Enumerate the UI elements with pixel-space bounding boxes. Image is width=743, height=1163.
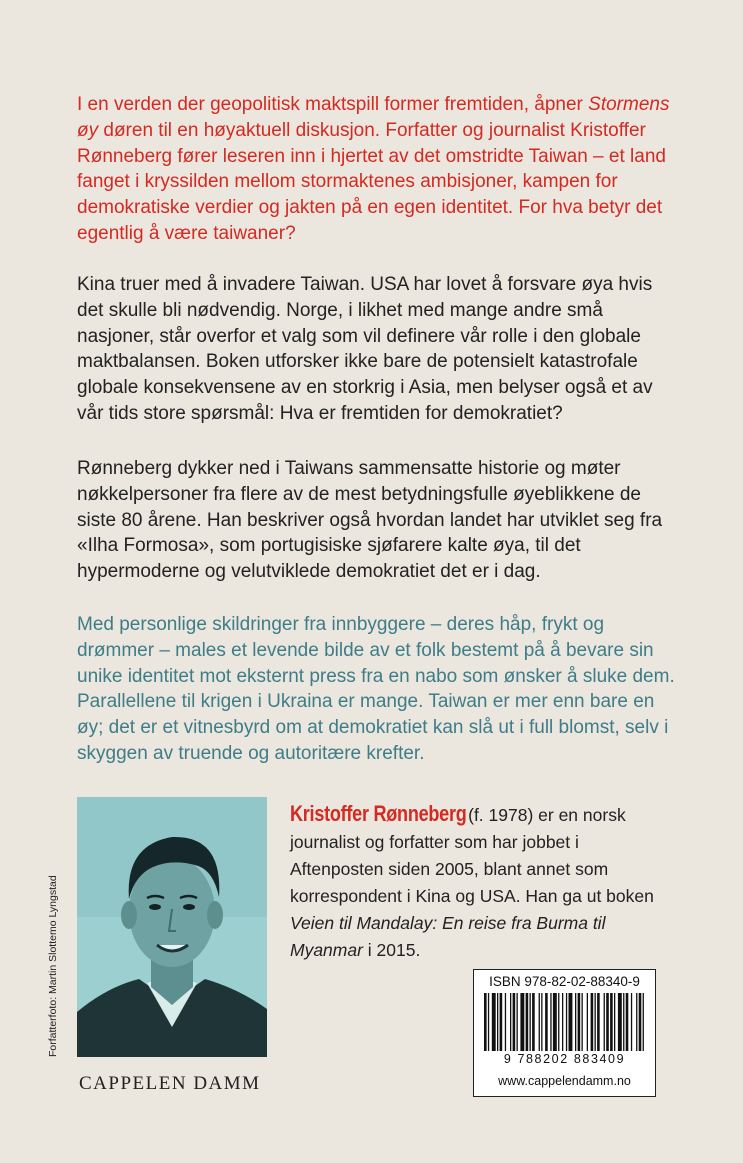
blurb-paragraph-4: Med personlige skildringer fra innbyggere – deres håp, frykt og drømmer – males et levende bilde av et folk bestemt på å bevare sin unike identitet mot eksternt press fra en nabo som ønsker å sluke dem. Parallellene til krigen i Ukraina er mange. Taiwan er mer enn bare en øy; det er et vitnesbyrd om at demokratiet kan slå ut i full blomst, selv i skyggen av truende og autoritære krefter. (77, 614, 675, 764)
author-photo (77, 797, 267, 1057)
publisher-url: www.cappelendamm.no (498, 1074, 631, 1088)
isbn-barcode-box (473, 969, 656, 1097)
author-bio-text-b: i 2015. (362, 940, 421, 960)
author-name: Kristoffer Rønneberg (290, 801, 467, 826)
barcode-icon (480, 993, 649, 1055)
author-bio-text-a: (f. 1978) er en norsk journalist og forfatter som har jobbet i Aftenposten siden 2005, blant annet som korrespondent i Kina og USA. Han ga ut boken (290, 805, 654, 906)
publisher-logo: CAPPELEN DAMM (79, 1073, 261, 1094)
blurb-paragraph-1 (77, 92, 677, 247)
author-portrait-image (77, 797, 267, 1057)
blurb-p1-text-a: I en verden der geopolitisk maktspill former fremtiden, åpner (77, 94, 589, 115)
isbn-number: ISBN 978-82-02-88340-9 (489, 974, 640, 989)
blurb-p1-text-b: døren til en høyaktuell diskusjon. Forfatter og journalist Kristoffer Rønneberg fører leseren inn i hjertet av det omstridte Taiwan – et land fanget i kryssilden mellom stormaktenes ambisjoner, kampen for demokratiske verdier og jakten på en egen identitet. For hva betyr det egentlig å være taiwaner? (77, 119, 666, 244)
book-title: Stormens øy (77, 94, 670, 141)
author-previous-book: Veien til Mandalay: En reise fra Burma til Myanmar (290, 913, 606, 960)
barcode-digits: 9 788202 883409 (503, 1052, 626, 1066)
author-bio (290, 800, 670, 964)
blurb-paragraph-2: Kina truer med å invadere Taiwan. USA har lovet å forsvare øya hvis det skulle bli nødvendig. Norge, i likhet med mange andre små nasjoner, står overfor et valg som vil definere vår rolle i den globale maktbalansen. Boken utforsker ikke bare de potensielt katastrofale globale konsekvensene av en storkrig i Asia, men belyser også et av vår tids store spørsmål: Hva er fremtiden for demokratiet? (77, 274, 653, 424)
blurb-paragraph-3: Rønneberg dykker ned i Taiwans sammensatte historie og møter nøkkelpersoner fra flere av de mest betydningsfulle øyeblikkene de siste 80 årene. Han beskriver også hvordan landet har utviklet seg fra «Ilha Formosa», som portugisiske sjøfarere kalte øya, til det hypermoderne og velutviklede demokratiet det er i dag. (77, 458, 663, 583)
photo-credit: Forfatterfoto: Martin Slottemo Lyngstad (47, 875, 59, 1057)
